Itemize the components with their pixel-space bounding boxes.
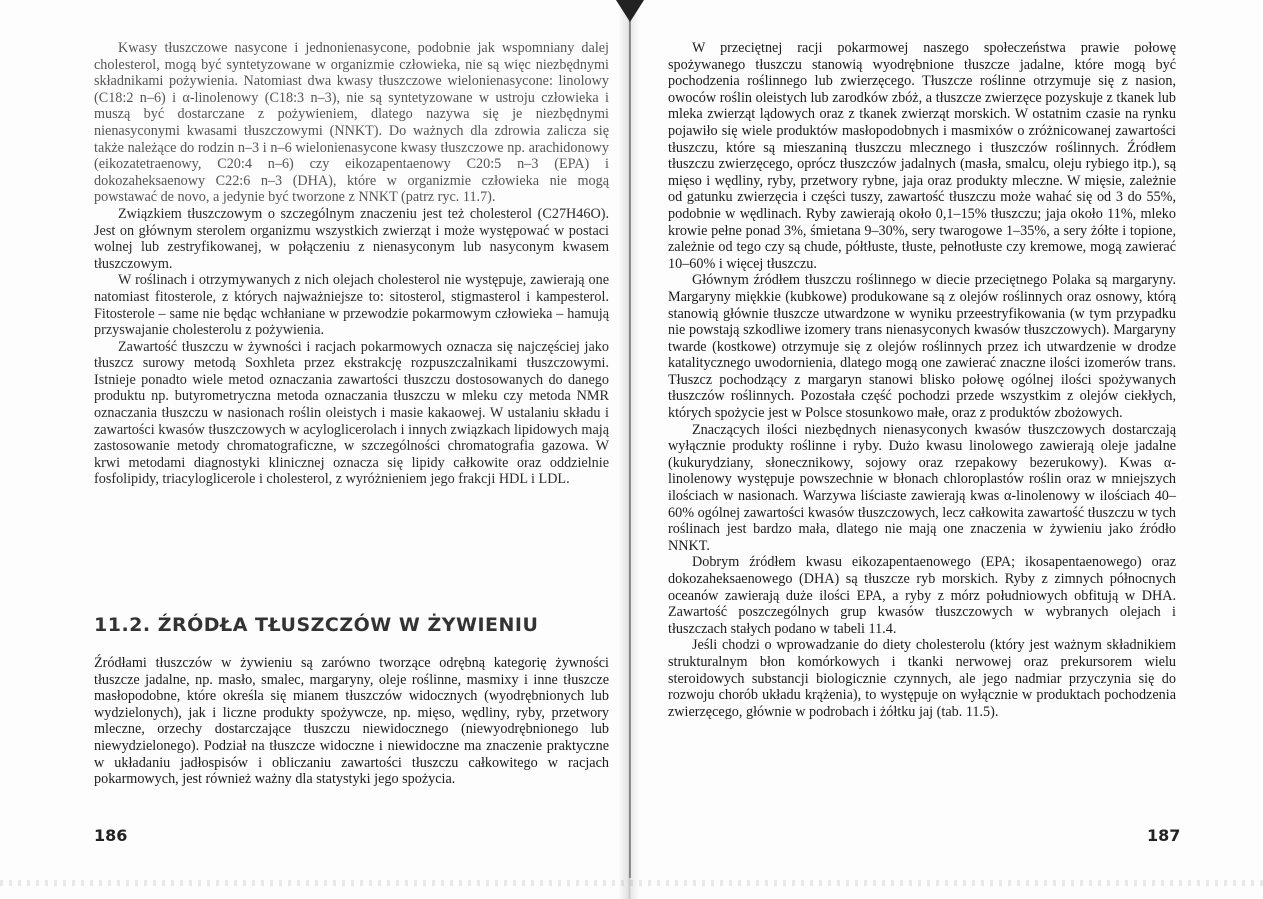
paragraph: Związkiem tłuszczowym o szczególnym znaczeniu jest też cholesterol (C27H46O). Jest on głównym sterolem organizmu wszystkich zwierząt i może występować w postaci wolnej lub zestryfikowanej, w połączeniu z nienasyconym lub nasyconym kwasem tłuszczowym. <box>94 205 609 272</box>
paragraph: Kwasy tłuszczowe nasycone i jednonienasycone, podobnie jak wspomniany dalej cholesterol, mogą być syntetyzowane w organizmie człowieka, nie są więc niezbędnymi składnikami pożywienia. Natomiast dwa kwasy tłuszczowe wielonienasycone: linolowy (C18:2 n–6) i α-linolenowy (C18:3 n–3), nie są syntetyzowane w ustroju człowieka i muszą być dostarczane z pożywieniem, dlatego nazywa się je niezbędnymi nienasyconymi kwasami tłuszczowymi (NNKT). Do ważnych dla zdrowia zalicza się także należące do rodzin n–3 i n–6 wielonienasycone kwasy tłuszczowe np. arachidonowy (eikozatetraenowy, C20:4 n–6) czy eikozapentaenowy C20:5 n–3 (EPA) i dokozaheksaenowy C22:6 n–3 (DHA), które w organizmie człowieka nie mogą powstawać de novo, a jedynie być tworzone z NNKT (patrz ryc. 11.7). <box>94 40 609 206</box>
paragraph: Dobrym źródłem kwasu eikozapentaenowego (EPA; ikosapentaenowego) oraz dokozaheksaenowego (DHA) są tłuszcze ryb morskich. Ryby z zimnych północnych oceanów zawierają duże ilości EPA, a ryby z mórz południowych obfitują w DHA. Zawartość poszczególnych grup kwasów tłuszczowych w wybranych olejach i tłuszczach stałych podano w tabeli 11.4. <box>668 554 1176 637</box>
binding-mark-icon <box>616 0 644 22</box>
paragraph: W roślinach i otrzymywanych z nich olejach cholesterol nie występuje, zawierają one natomiast fitosterole, z których najważniejsze to: sitosterol, stigmasterol i kampesterol. Fitosterole – same nie będąc wchłaniane w przewodzie pokarmowym człowieka – hamują przyswajanie cholesterolu z pożywienia. <box>94 272 609 339</box>
section-body <box>94 655 609 788</box>
scan-edge <box>0 880 1263 886</box>
paragraph: Głównym źródłem tłuszczu roślinnego w diecie przeciętnego Polaka są margaryny. Margaryny miękkie (kubkowe) produkowane są z olejów roślinnych oraz osnowy, którą stanowią głównie tłuszcze utwardzone w wyniku przeestryfikowania (w tym przypadku nie powstają szkodliwe izomery trans nienasyconych kwasów tłuszczowych). Margaryny twarde (kostkowe) otrzymuje się z olejów roślinnych przez ich utwardzenie w drodze katalitycznego uwodornienia, dlatego mogą one zawierać znaczne ilości izomerów trans. Tłuszcz pochodzący z margaryn stanowi blisko połowę ogólnej ilości spożywanych tłuszczów roślinnych. Pozostała część pochodzi przede wszystkim z olejów ciekłych, których spożycie jest w Polsce stosunkowo małe, oraz z produktów zbożowych. <box>668 272 1176 422</box>
paragraph: Znaczących ilości niezbędnych nienasyconych kwasów tłuszczowych dostarczają wyłącznie produkty roślinne i ryby. Dużo kwasu linolowego zawierają oleje jadalne (kukurydziany, słonecznikowy, sojowy oraz rzepakowy bezerukowy). Kwas α-linolenowy występuje powszechnie w błonach chloroplastów roślin oraz w mniejszych ilościach w nasionach. Warzywa liściaste zawierają kwas α-linolenowy w ilościach 40–60% ogólnej zawartości kwasów tłuszczowych, lecz całkowita zawartość tłuszczu w tych roślinach jest bardzo mała, dlatego nie mają one znaczenia w żywieniu jako źródło NNKT. <box>668 421 1176 554</box>
gutter-fold <box>629 18 631 878</box>
paragraph: Źródłami tłuszczów w żywieniu są zarówno tworzące odrębną kategorię żywności tłuszcze jadalne, np. masło, smalec, margaryny, oleje roślinne, masmixy i inne tłuszcze masłopodobne, które określa się mianem tłuszczów widocznych (wyodrębnionych lub wydzielonych), jak i liczne produkty spożywcze, np. mięso, wędliny, ryby, przetwory mleczne, orzechy dostarczające tłuszczu niewidocznego (niewyodrębnionego lub niewydzielonego). Podział na tłuszcze widoczne i niewidoczne ma znaczenie praktyczne w układaniu jadłospisów i obliczaniu zawartości tłuszczu całkowitego w racjach pokarmowych, jest również ważny dla statystyki jego spożycia. <box>94 655 609 788</box>
paragraph: W przeciętnej racji pokarmowej naszego społeczeństwa prawie połowę spożywanego tłuszczu stanowią wyodrębnione tłuszcze jadalne, które mogą być pochodzenia roślinnego lub zwierzęcego. Tłuszcze roślinne otrzymuje się z nasion, owoców roślin oleistych lub zarodków zbóż, a tłuszcze zwierzęce pozyskuje z tkanek lub mleka zwierząt lądowych oraz z tkanek zwierząt morskich. W ostatnim czasie na rynku pojawiło się wiele produktów masłopodobnych i masmixów o zróżnicowanej zawartości tłuszczu, które są mieszaniną tłuszczu mlecznego i tłuszczów roślinnych. Źródłem tłuszczu zwierzęcego, oprócz tłuszczów jadalnych (masła, smalcu, oleju rybiego itp.), są mięso i wędliny, ryby, przetwory rybne, jaja oraz produkty mleczne. W mięsie, zależnie od gatunku zwierzęcia i części tuszy, zawartość tłuszczu może wahać się od 3 do 55%, podobnie w wędlinach. Ryby zawierają około 0,1–15% tłuszczu; jaja około 11%, mleko krowie pełne ponad 3%, śmietana 9–30%, sery twarogowe 1–35%, a sery żółte i topione, zależnie od tego czy są chude, półtłuste, tłuste, pełnotłuste czy kremowe, mogą zawierać 10–60% i więcej tłuszczu. <box>668 40 1176 272</box>
page-number-left: 186 <box>94 826 128 845</box>
paragraph: Zawartość tłuszczu w żywności i racjach pokarmowych oznacza się najczęściej jako tłuszcz surowy metodą Soxhleta przez ekstrakcję rozpuszczalnikami tłuszczowymi. Istnieje ponadto wiele metod oznaczania zawartości tłuszczu dostosowanych do danego produktu np. butyrometryczna metoda oznaczania tłuszczu w mleku czy metoda NMR oznaczania tłuszczu w nasionach roślin oleistych i masie kakaowej. W ustalaniu składu i zawartości kwasów tłuszczowych w acyloglicerolach i innych związkach lipidowych mają zastosowanie metody chromatograficzne, w szczególności chromatografia gazowa. W krwi metodami diagnostyki klinicznej oznacza się lipidy całkowite oraz oddzielnie fosfolipidy, triacyloglicerole i cholesterol, z wyróżnieniem jego frakcji HDL i LDL. <box>94 338 609 488</box>
section-heading: 11.2. ŹRÓDŁA TŁUSZCZÓW W ŻYWIENIU <box>94 614 539 636</box>
left-page <box>94 40 609 488</box>
right-page <box>668 40 1176 720</box>
paragraph: Jeśli chodzi o wprowadzanie do diety cholesterolu (który jest ważnym składnikiem strukturalnym błon komórkowych i tkanki nerwowej oraz prekursorem wielu steroidowych substancji biologicznie czynnych, ale jego nadmiar przyczynia się do rozwoju chorób układu krążenia), to występuje on wyłącznie w produktach pochodzenia zwierzęcego, głównie w podrobach i żółtku jaj (tab. 11.5). <box>668 637 1176 720</box>
page-number-right: 187 <box>1147 826 1181 845</box>
